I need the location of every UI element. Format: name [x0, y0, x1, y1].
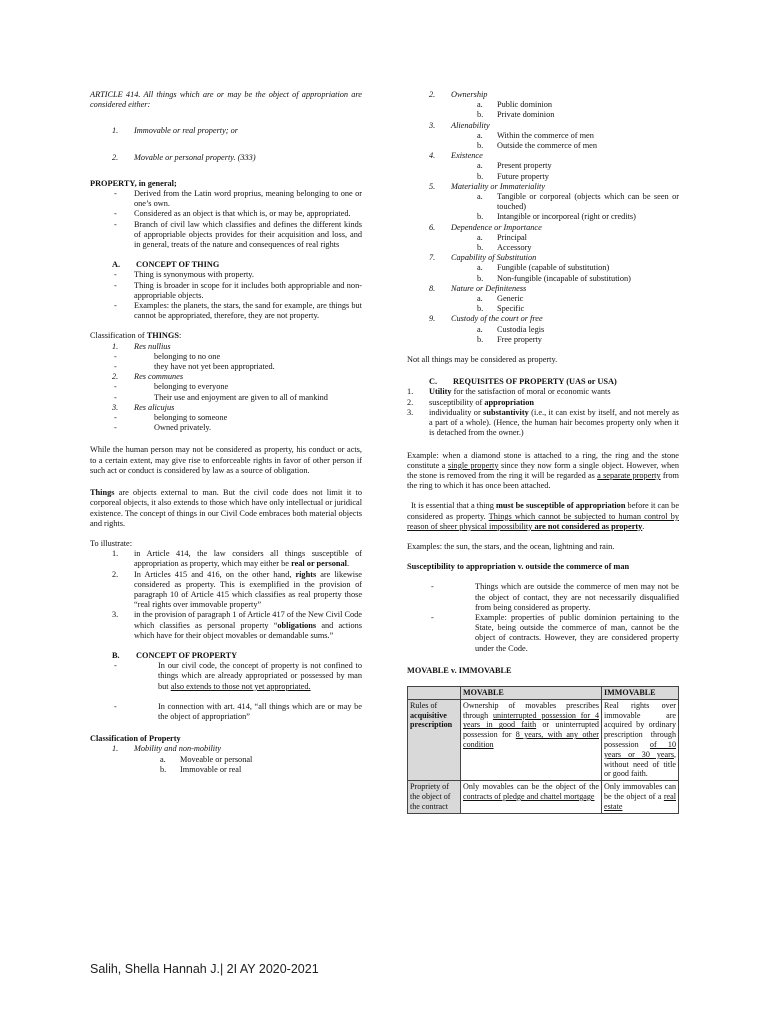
list-item: - In our civil code, the concept of property is not confined to things which are already appropriated or possessed by man but also extends to those not yet appropriated.	[90, 661, 362, 692]
essential-paragraph: It is essential that a thing must be susceptible of appropriation before it can be considered as property. Things which cannot be subjected to human control by reason of sheer physical impossibility are not considered as property.	[407, 501, 679, 531]
list-item: b. Non-fungible (incapable of substitution)	[477, 273, 631, 283]
illustrate-label: To illustrate:	[90, 538, 133, 548]
list-item: b. Immovable or real	[160, 764, 242, 774]
classification-group-title: 5. Materiality or Immateriality	[429, 181, 546, 191]
not-all-things-paragraph: Not all things may be considered as property.	[407, 355, 558, 365]
examples-paragraph: Examples: the sun, the stars, and the ocean, lightning and rain.	[407, 541, 615, 551]
list-item: b. Private dominion	[477, 110, 555, 120]
table-cell: Only immovables can be the object of a real estate	[602, 781, 679, 813]
list-item: - Thing is synonymous with property.	[90, 270, 362, 280]
classification-group-title: 6. Dependence or Importance	[429, 222, 542, 232]
table-cell: Real rights over immovable are acquired by ordinary prescription through possession of 10 years or 30 years, without need of title or good faith.	[602, 699, 679, 780]
list-item: a. Fungible (capable of substitution)	[477, 263, 610, 273]
article-item: 1. Immovable or real property; or	[112, 126, 238, 136]
movable-immovable-table	[407, 686, 679, 814]
table-header-cell: IMMOVABLE	[602, 686, 679, 699]
classification-things-label: Classification of THINGS:	[90, 331, 182, 341]
diamond-example-paragraph: Example: when a diamond stone is attached to a ring, the ring and the stone constitute a single property since they now form a single object. However, when the stone is removed from the ring it will be regarded as a separate property from the ring to which it has once been attached.	[407, 450, 679, 491]
list-item: a. Tangible or corporeal (objects which can be seen or touched)	[477, 192, 679, 212]
classification-group-title: 9. Custody of the court or free	[429, 314, 543, 324]
table-row-label: Propriety of the object of the contract	[408, 781, 461, 813]
list-item: a. Custodia legis	[477, 324, 545, 334]
property-general-heading: PROPERTY, in general;	[90, 178, 177, 188]
requisite-item: 2. susceptibility of appropriation	[407, 397, 534, 407]
things-paragraph: Things are objects external to man. But the civil code does not limit it to corporeal objects, it also extends to those which have only intellectual or juridical existence. The concept of things in our Civil Code embraces both material objects and rights.	[90, 488, 362, 528]
article-item: 2. Movable or personal property. (333)	[112, 152, 256, 162]
table-cell: Only movables can be the object of the contracts of pledge and chattel mortgage	[461, 781, 602, 813]
classification-property-label: Classification of Property	[90, 734, 181, 744]
list-item: - they have not yet been appropriated.	[90, 362, 362, 372]
classification-group-title: 8. Nature or Definiteness	[429, 283, 527, 293]
list-item: - Thing is broader in scope for it includes both appropriable and non-appropriable objects.	[90, 281, 362, 301]
article-intro: ARTICLE 414. All things which are or may be the object of appropriation are considered either:	[90, 90, 362, 110]
classification-group-title: 3. Alienability	[429, 120, 490, 130]
list-item: a. Within the commerce of men	[477, 130, 594, 140]
requisites-heading: C. REQUISITES OF PROPERTY (UAS or USA)	[429, 377, 617, 387]
list-item: - Derived from the Latin word proprius, meaning belonging to one or one’s own.	[90, 189, 362, 209]
classification-group-title: 1. Mobility and non-mobility	[112, 744, 222, 754]
requisite-item: 3. individuality or substantivity (i.e., it can exist by itself, and not merely as a part of a whole). (Hence, the human hair becomes property only when it is detached from the owner.)	[407, 407, 680, 438]
movable-immovable-heading: MOVABLE v. IMMOVABLE	[407, 665, 512, 675]
classification-group-title: 7. Capability of Substitution	[429, 253, 537, 263]
list-item: - Considered as an object is that which is, or may be, appropriated.	[90, 209, 362, 219]
list-item: a. Moveable or personal	[160, 754, 253, 764]
illustrate-item: 2. In Articles 415 and 416, on the other hand, rights are likewise considered as property. This is exemplified in the provision of paragraph 10 of Article 415 which classifies as real property those “real rights over immovable property”	[112, 569, 362, 610]
table-row	[408, 699, 679, 780]
list-item: b. Future property	[477, 171, 549, 181]
list-item: b. Accessory	[477, 243, 532, 253]
list-item: - Example: properties of public dominion pertaining to the State, being outside the commerce of man, cannot be the object of contracts. However, they are considered property under the Code.	[407, 613, 679, 654]
classification-list	[407, 90, 679, 345]
list-item: - Branch of civil law which classifies and defines the different kinds of appropriable objects provides for their acquisition and loss, and in general, treats of the nature and consequences of real rights	[90, 220, 362, 251]
list-item: - Their use and enjoyment are given to all of mankind	[90, 393, 362, 403]
list-item: - belonging to no one	[90, 352, 362, 362]
list-item: b. Free property	[477, 334, 542, 344]
list-item: - belonging to everyone	[90, 382, 362, 392]
classification-group-title: 2. Ownership	[429, 90, 488, 99]
list-item: - Owned privately.	[90, 423, 362, 433]
footer-author: Salih, Shella Hannah J.| 2I AY 2020-2021	[90, 962, 319, 976]
list-item: b. Outside the commerce of men	[477, 141, 597, 151]
list-item: b. Intangible or incorporeal (right or credits)	[477, 212, 636, 222]
classification-group-title: 4. Existence	[429, 151, 483, 161]
right-column	[407, 90, 679, 814]
left-column	[90, 90, 362, 775]
requisite-item: 1. Utility for the satisfaction of moral or economic wants	[407, 387, 611, 397]
table-row	[408, 781, 679, 813]
list-item: b. Specific	[477, 304, 525, 314]
concept-property-heading: B. CONCEPT OF PROPERTY	[112, 650, 238, 660]
human-person-paragraph: While the human person may not be considered as property, his conduct or acts, to a certain extent, may give rise to enforceable rights in favor of other person if such act or conduct is considered by law as a source of obligation.	[90, 445, 362, 475]
concept-thing-heading: A. CONCEPT OF THING	[112, 260, 220, 270]
table-row-label: Rules of acquisitive prescription	[408, 699, 461, 780]
list-item: a. Principal	[477, 232, 527, 242]
list-item: - belonging to someone	[90, 413, 362, 423]
list-item: - In connection with art. 414, “all things which are or may be the object of appropriation”	[90, 702, 362, 722]
susceptibility-heading: Susceptibility to appropriation v. outside the commerce of man	[407, 562, 630, 572]
list-item: - Examples: the planets, the stars, the sand for example, are things but cannot be appropriated, therefore, they are not property.	[90, 301, 362, 321]
illustrate-item: 1. in Article 414, the law considers all things susceptible of appropriation as property, which may either be real or personal.	[112, 549, 362, 569]
res-group-title: 2. Res communes	[112, 372, 184, 382]
table-header-row	[408, 686, 679, 699]
illustrate-item: 3. in the provision of paragraph 1 of Article 417 of the New Civil Code which classifies as personal property “obligations and actions which have for their object movables or demandable sums.”	[112, 610, 362, 640]
table-header-cell: MOVABLE	[461, 686, 602, 699]
list-item: - Things which are outside the commerce of men may not be the object of contact, they are not necessarily disqualified from being considered as property.	[407, 582, 679, 613]
list-item: a. Public dominion	[477, 100, 553, 110]
res-group-title: 3. Res alicujus	[112, 402, 175, 412]
list-item: a. Present property	[477, 161, 552, 171]
table-cell: Ownership of movables prescribes through uninterrupted possession for 4 years in good faith or uninterrupted possession for 8 years, with any other condition	[461, 699, 602, 780]
table-header-cell	[408, 686, 461, 699]
list-item: a. Generic	[477, 294, 524, 304]
res-group-title: 1. Res nullius	[112, 341, 171, 351]
